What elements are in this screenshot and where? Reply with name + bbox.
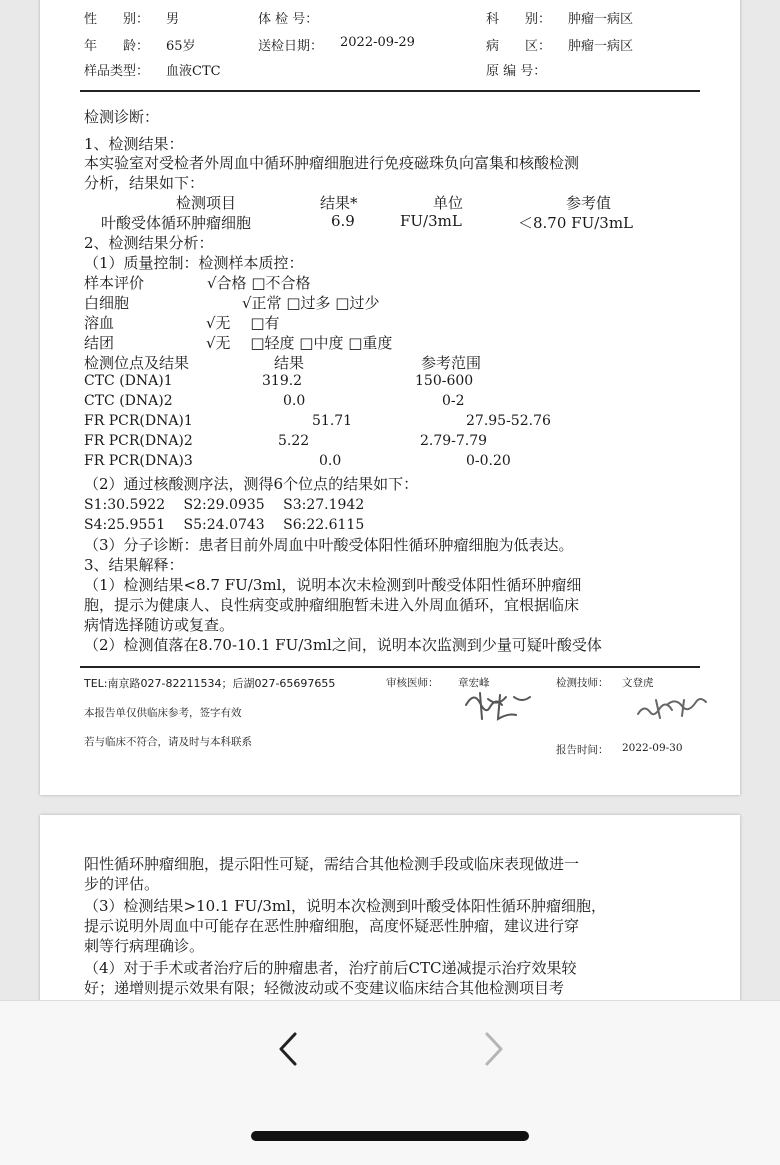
bottom-toolbar [0,1000,780,1165]
reviewer-label: 审核医师： [386,677,439,689]
age-value: 65岁 [166,39,196,54]
chevron-right-icon [472,1029,512,1069]
qc-label-wbc: 白细胞 [84,294,130,312]
page2-line7: 好；递增则提示效果有限；轻微波动或不变建议临床结合其他检测项目考 [84,979,565,997]
footer-note-2: 若与临床不符合，请及时与本科联系 [84,736,252,748]
diagnosis-title: 检测诊断： [84,108,160,126]
chevron-left-icon [270,1029,310,1069]
table-row-ref: ＜8.70 FU/3mL [518,214,633,232]
page2-line2: 步的评估。 [84,875,160,893]
gender-value: 男 [166,12,180,27]
forward-button[interactable] [472,1029,512,1069]
send-date-value: 2022-09-29 [340,35,415,50]
qc-opts-sample: √合格 □不合格 [207,274,311,292]
sites-head-site: 检测位点及结果 [84,354,190,372]
page2-line6: （4）对于手术或者治疗后的肿瘤患者，治疗前后CTC递减提示治疗效果较 [84,959,577,977]
technician-signature [634,690,714,726]
site-result-1: 319.2 [262,373,303,389]
site-name-1: CTC (DNA)1 [84,373,173,389]
site-ref-5: 0-0.20 [466,453,511,469]
site-ref-3: 27.95-52.76 [466,413,551,429]
sites-head-ref: 参考范围 [421,354,482,372]
site-ref-2: 0-2 [442,393,465,409]
table-row-unit: FU/3mL [400,212,462,230]
home-indicator[interactable] [251,1131,529,1141]
molecular-diagnosis: （3）分子诊断：患者目前外周血中叶酸受体阳性循环肿瘤细胞为低表达。 [84,536,574,554]
age-label: 年 龄： [84,39,150,54]
back-button[interactable] [270,1029,310,1069]
header-divider [80,90,700,92]
orig-no-label: 原 编 号： [486,64,547,79]
explanation2-line1: （2）检测值落在8.70-10.1 FU/3ml之间，说明本次监测到少量可疑叶酸受体 [84,636,602,654]
report-time-value: 2022-09-30 [622,742,683,754]
tech-label: 检测技师： [556,677,609,689]
footer-tel: TEL:南京路027-82211534；后湖027-65697655 [84,677,336,690]
section1-para-line2: 分析，结果如下： [84,174,205,192]
sample-type-value: 血液CTC [166,64,221,79]
section2-title: 2、检测结果分析： [84,234,214,252]
table-row-item: 叶酸受体循环肿瘤细胞 [101,214,252,232]
sequencing-row-2: S4:25.9551 S5:24.0743 S6:22.6115 [84,517,365,533]
page2-line1: 阳性循环肿瘤细胞，提示阳性可疑，需结合其他检测手段或临床表现做进一 [84,855,580,873]
section3-title: 3、结果解释： [84,556,184,574]
section1-para-line1: 本实验室对受检者外周血中循环肿瘤细胞进行免疫磁珠负向富集和核酸检测 [84,154,580,172]
sequencing-row-1: S1:30.5922 S2:29.0935 S3:27.1942 [84,497,365,513]
site-result-2: 0.0 [283,393,306,409]
report-page-1 [40,0,740,795]
table-head-result: 结果* [320,194,358,212]
ward-label: 病 区： [486,39,552,54]
exam-no-label: 体 检 号： [258,12,319,27]
sites-head-result: 结果 [274,354,305,372]
qc-label-sample: 样本评价 [84,274,145,292]
qc-opts-wbc: √正常 □过多 □过少 [242,294,380,312]
site-name-4: FR PCR(DNA)2 [84,433,193,449]
section1-title: 1、检测结果： [84,135,184,153]
qc-opts-clump: √无 □轻度 □中度 □重度 [206,334,393,352]
table-head-ref: 参考值 [566,194,612,212]
qc-title: （1）质量控制：检测样本质控： [84,254,304,272]
tech-name: 文登虎 [622,677,654,689]
qc-label-clump: 结团 [84,334,115,352]
sample-type-label: 样品类型： [84,64,150,79]
site-ref-1: 150-600 [415,373,474,389]
qc-opts-hemolysis: √无 □有 [206,314,280,332]
explanation1-line2: 胞，提示为健康人、良性病变或肿瘤细胞暂未进入外周血循环，宜根据临床 [84,596,580,614]
table-head-item: 检测项目 [176,194,237,212]
site-name-2: CTC (DNA)2 [84,393,173,409]
sequencing-title: （2）通过核酸测序法，测得6个位点的结果如下： [84,475,419,493]
site-result-4: 5.22 [278,433,310,449]
send-date-label: 送检日期： [258,39,324,54]
site-result-3: 51.71 [312,413,353,429]
table-head-unit: 单位 [433,194,464,212]
page2-line4: 提示说明外周血中可能存在恶性肿瘤细胞，高度怀疑恶性肿瘤，建议进行穿 [84,917,580,935]
dept-value: 肿瘤一病区 [568,12,634,27]
site-name-5: FR PCR(DNA)3 [84,453,193,469]
site-name-3: FR PCR(DNA)1 [84,413,193,429]
ward-value: 肿瘤一病区 [568,39,634,54]
site-ref-4: 2.79-7.79 [420,433,488,449]
explanation1-line1: （1）检测结果<8.7 FU/3ml，说明本次未检测到叶酸受体阳性循环肿瘤细 [84,576,582,594]
footer-divider [80,666,700,668]
qc-label-hemolysis: 溶血 [84,314,115,332]
table-row-result: 6.9 [331,212,355,230]
page2-line3: （3）检测结果>10.1 FU/3ml，说明本次检测到叶酸受体阳性循环肿瘤细胞， [84,897,606,915]
explanation1-line3: 病情选择随访或复查。 [84,616,235,634]
reviewer-signature [460,685,540,725]
page2-line5: 刺等行病理确诊。 [84,937,205,955]
footer-note-1: 本报告单仅供临床参考，签字有效 [84,707,242,719]
report-time-label: 报告时间： [556,744,609,756]
gender-label: 性 别： [84,12,150,27]
reviewer-name: 章宏峰 [458,677,490,689]
site-result-5: 0.0 [319,453,342,469]
dept-label: 科 别： [486,12,552,27]
